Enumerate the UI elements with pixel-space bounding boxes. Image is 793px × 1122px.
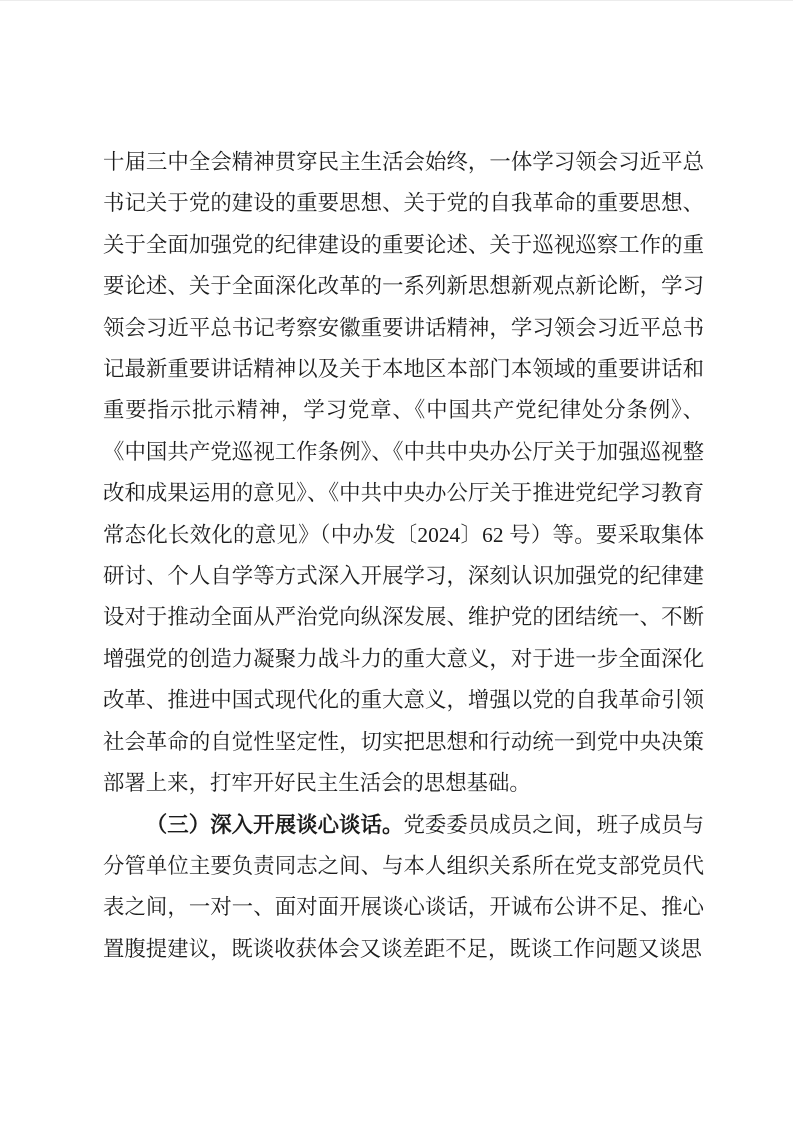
paragraph-heart-to-heart-talks xyxy=(103,805,704,971)
text-block xyxy=(103,142,704,970)
paragraph-text: 党委委员成员之间，班子成员与分管单位主要负责同志之间、与本人组织关系所在党支部党员代表之间，一对一、面对面开展谈心谈话，开诚布公讲不足、推心置腹提建议，既谈收获体会又谈差距不足，既谈工作问题又谈思 xyxy=(103,812,704,961)
paragraph-study-requirements xyxy=(103,142,704,805)
paragraph-text: 十届三中全会精神贯穿民主生活会始终，一体学习领会习近平总书记关于党的建设的重要思想、关于党的自我革命的重要思想、关于全面加强党的纪律建设的重要论述、关于巡视巡察工作的重要论述、关于全面深化改革的一系列新思想新观点新论断，学习领会习近平总书记考察安徽重要讲话精神，学习领会习近平总书记最新重要讲话精神以及关于本地区本部门本领域的重要讲话和重要指示批示精神，学习党章、《中国共产党纪律处分条例》、《中国共产党巡视工作条例》、《中共中央办公厅关于加强巡视整改和成果运用的意见》、《中共中央办公厅关于推进党纪学习教育常态化长效化的意见》（中办发〔2024〕62 号）等。要采取集体研讨、个人自学等方式深入开展学习，深刻认识加强党的纪律建设对于推动全面从严治党向纵深发展、维护党的团结统一、不断增强党的创造力凝聚力战斗力的重大意义，对于进一步全面深化改革、推进中国式现代化的重大意义，增强以党的自我革命引领社会革命的自觉性坚定性，切实把思想和行动统一到党中央决策部署上来，打牢开好民主生活会的思想基础。 xyxy=(103,150,704,796)
paragraph-bold-lead: （三）深入开展谈心谈话。 xyxy=(145,812,404,837)
